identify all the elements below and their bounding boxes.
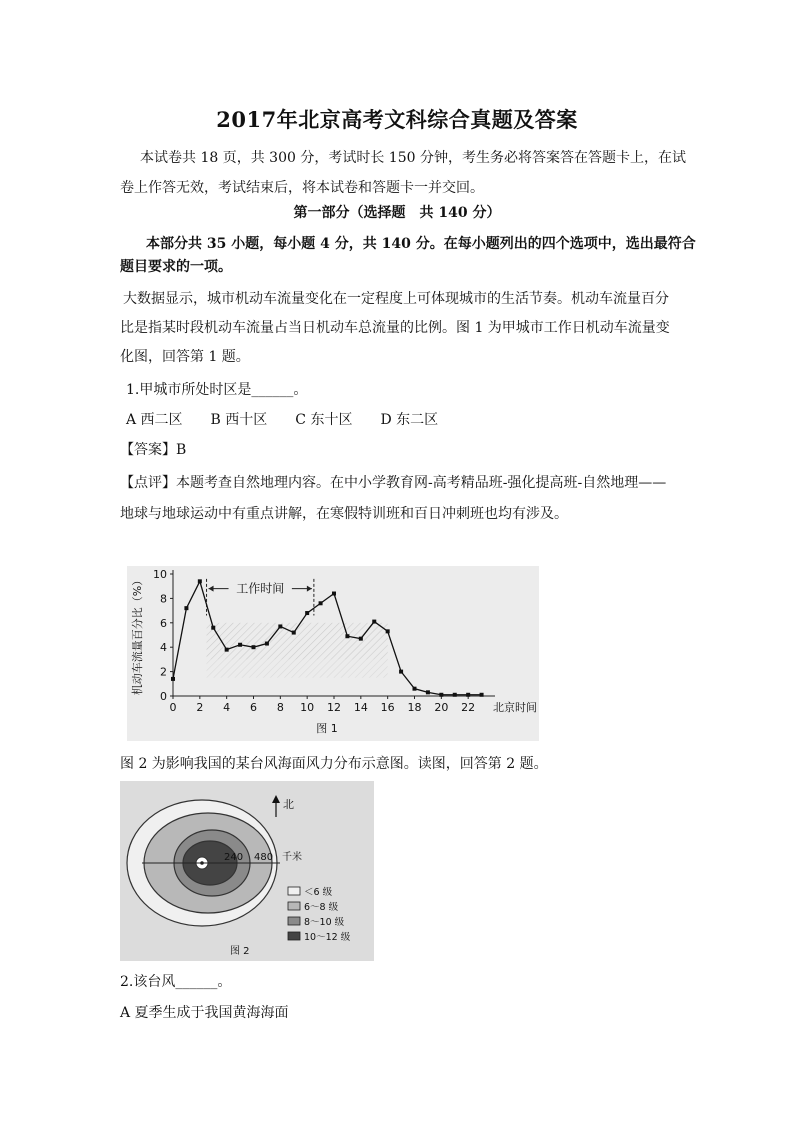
chart-hatched-band-lower <box>207 659 388 677</box>
chart-x-tick-label: 22 <box>461 701 476 714</box>
answer-label: 【答案】B <box>120 442 187 458</box>
typhoon-wind-diagram <box>120 781 374 961</box>
chart-data-point <box>278 624 282 628</box>
chart-x-tick-label: 14 <box>353 701 368 714</box>
question-2-option-a: A 夏季生成于我国黄海海面 <box>120 1005 289 1021</box>
chart-data-point <box>171 677 175 681</box>
context-line-3: 化图，回答第 1 题。 <box>120 349 250 365</box>
distance-label-480: 480 <box>254 852 274 863</box>
legend-label-10-12: 10～12 级 <box>304 932 351 943</box>
legend-swatch-lt6 <box>288 887 300 895</box>
document-title: 2017年北京高考文科综合真题及答案 <box>216 107 578 132</box>
legend-swatch-6-8 <box>288 902 300 910</box>
chart-data-point <box>359 637 363 641</box>
chart-x-tick-label: 16 <box>380 701 395 714</box>
intro-line-2: 卷上作答无效，考试结束后，将本试卷和答题卡一并交回。 <box>120 180 484 196</box>
chart-data-point <box>265 642 269 646</box>
chart-data-point <box>426 690 430 694</box>
chart-x-tick-label: 2 <box>196 701 204 714</box>
chart-data-point <box>238 643 242 647</box>
chart-data-point <box>252 645 256 649</box>
traffic-line-chart <box>127 566 539 741</box>
comment-line-2: 地球与地球运动中有重点讲解，在寒假特训班和百日冲刺班也均有涉及。 <box>120 506 568 522</box>
context-line-1: 大数据显示，城市机动车流量变化在一定程度上可体现城市的生活节奏。机动车流量百分 <box>123 291 669 307</box>
legend-label-8-10: 8～10 级 <box>304 917 345 928</box>
chart-data-point <box>198 579 202 583</box>
chart-y-tick-label: 6 <box>160 616 167 630</box>
chart-data-point <box>372 620 376 624</box>
chart-data-point <box>319 601 323 605</box>
chart-y-tick-label: 2 <box>160 665 167 679</box>
chart-data-point <box>480 693 484 697</box>
chart-y-tick-label: 4 <box>160 641 167 655</box>
question-1: 1.甲城市所处时区是______。 <box>126 382 308 398</box>
legend-swatch-10-12 <box>288 932 300 940</box>
chart-data-point <box>466 693 470 697</box>
annotation-arrowhead-right <box>307 586 312 592</box>
figure-2-intro: 图 2 为影响我国的某台风海面风力分布示意图。读图，回答第 2 题。 <box>120 756 548 772</box>
chart-x-axis-label: 北京时间 <box>493 701 537 714</box>
chart-x-tick-label: 0 <box>169 701 177 714</box>
chart-data-point <box>386 629 390 633</box>
chart-data-point <box>225 648 229 652</box>
annotation-arrowhead-left <box>209 586 214 592</box>
chart-data-point <box>184 606 188 610</box>
figure-2-label: 图 2 <box>230 946 250 957</box>
north-arrowhead-icon <box>272 795 280 803</box>
chart-data-point <box>345 634 349 638</box>
chart-y-axis-label: 机动车流量百分比（%） <box>131 574 144 696</box>
figure-1-label: 图 1 <box>316 722 338 735</box>
chart-data-point <box>211 626 215 630</box>
comment-line-1: 【点评】本题考查自然地理内容。在中小学教育网-高考精品班-强化提高班-自然地理—— <box>120 475 667 491</box>
chart-data-point <box>305 611 309 615</box>
figure-2-diagram <box>120 781 374 961</box>
legend-swatch-8-10 <box>288 917 300 925</box>
chart-data-point <box>292 631 296 635</box>
section-desc-line-1: 本部分共 35 小题，每小题 4 分，共 140 分。在每小题列出的四个选项中，选出最符合 <box>146 236 696 252</box>
question-1-options: A 西二区 B 西十区 C 东十区 D 东二区 <box>126 412 439 428</box>
legend <box>288 887 351 943</box>
chart-x-tick-label: 10 <box>300 701 315 714</box>
context-line-2: 比是指某时段机动车流量占当日机动车总流量的比例。图 1 为甲城市工作日机动车流量变 <box>120 320 670 336</box>
distance-label-240: 240 <box>224 852 244 863</box>
section-heading: 第一部分（选择题 共 140 分） <box>293 205 501 221</box>
chart-x-tick-label: 4 <box>223 701 231 714</box>
chart-data-point <box>399 670 403 674</box>
distance-unit-label: 千米 <box>282 852 302 863</box>
section-desc-line-2: 题目要求的一项。 <box>120 259 232 275</box>
chart-x-tick-label: 18 <box>407 701 422 714</box>
chart-data-point <box>453 693 457 697</box>
chart-y-tick-label: 0 <box>160 690 167 703</box>
annotation-label: 工作时间 <box>236 581 285 596</box>
chart-x-tick-label: 12 <box>327 701 341 714</box>
legend-label-lt6: ＜6 级 <box>304 887 333 898</box>
chart-data-point <box>439 693 443 697</box>
legend-label-6-8: 6～8 级 <box>304 902 339 913</box>
chart-x-tick-label: 8 <box>276 701 284 714</box>
chart-x-tick-label: 6 <box>250 701 257 714</box>
chart-x-tick-label: 20 <box>434 701 449 714</box>
chart-y-tick-label: 10 <box>153 568 167 581</box>
chart-y-tick-label: 8 <box>160 592 167 606</box>
figure-1-chart <box>127 566 539 741</box>
north-label: 北 <box>283 798 294 811</box>
chart-data-point <box>332 592 336 596</box>
question-2: 2.该台风______。 <box>120 974 232 990</box>
intro-line-1: 本试卷共 18 页，共 300 分，考试时长 150 分钟，考生务必将答案答在答题卡上，在试 <box>140 150 686 166</box>
chart-data-point <box>413 687 417 691</box>
